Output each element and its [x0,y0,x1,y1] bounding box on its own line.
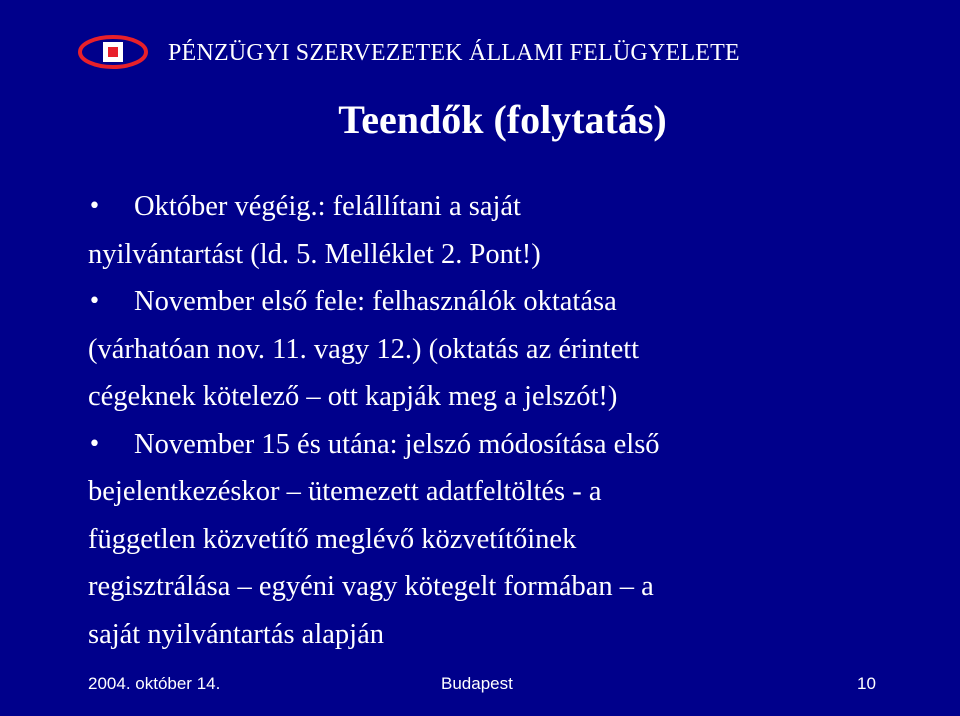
bullet-icon: • [88,289,101,314]
bullet-line: független közvetítő meglévő közvetítőinek [88,523,577,555]
pszaf-logo-icon [78,34,148,70]
footer-date: 2004. október 14. [88,674,221,693]
bullet-item [88,183,918,278]
organization-name: PÉNZÜGYI SZERVEZETEK ÁLLAMI FELÜGYELETE [168,40,740,66]
bullet-line: saját nyilvántartás alapján [88,618,384,650]
bullet-icon: • [88,431,101,457]
bullet-line: cégeknek kötelező – ott kapják meg a jelszót!) [88,381,618,412]
bullet-first-line: November első fele: felhasználók oktatása [134,286,617,317]
bullet-line: regisztrálása – egyéni vagy kötegelt formában – a [88,571,654,602]
bullet-line: (várhatóan nov. 11. vagy 12.) (oktatás az érintett [88,333,640,365]
page-number: 10 [857,674,876,693]
footer-place: Budapest [441,674,513,693]
bullet-list [88,183,918,658]
bullet-first-line: November 15 és utána: jelszó módosítása első [134,428,660,460]
bullet-line: nyilvántartást (ld. 5. Melléklet 2. Pont!) [88,238,541,270]
bullet-item [88,278,918,421]
bullet-first-line: Október végéig.: felállítani a saját [134,191,521,222]
bullet-line: bejelentkezéskor – ütemezett adatfeltöltés - a [88,476,602,507]
bullet-icon: • [88,194,101,219]
slide-title: Teendők (folytatás) [338,97,667,142]
bullet-item [88,421,918,659]
